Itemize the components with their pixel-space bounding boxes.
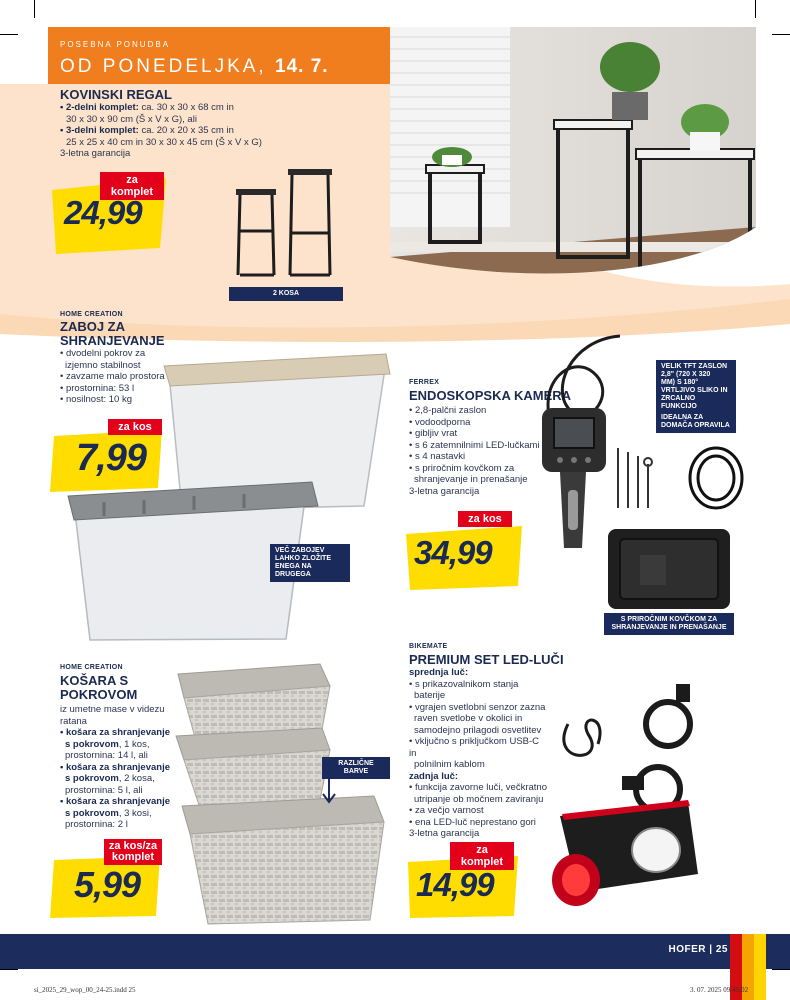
lights-title: PREMIUM SET LED-LUČI — [409, 652, 564, 667]
household-tag: IDEALNA ZA DOMAČA OPRAVILA — [656, 411, 736, 433]
lights-price: 14,99 — [416, 866, 494, 903]
shelf-price-badge: za komplet — [100, 172, 164, 200]
shelf-price: 24,99 — [64, 194, 142, 231]
colors-tag: RAZLIČNE BARVE — [322, 757, 390, 779]
metal-shelf-image — [228, 163, 340, 287]
carrying-case-image — [604, 525, 734, 613]
camera-accessories-image — [608, 438, 748, 522]
box-price-badge: za kos — [108, 419, 162, 435]
room-photo — [390, 27, 756, 300]
box-price: 7,99 — [76, 437, 146, 479]
camera-title: ENDOSKOPSKA KAMERA — [409, 388, 572, 403]
promo-banner — [48, 27, 390, 84]
file-slug: si_2025_29_wop_00_24-25.indd 25 — [34, 986, 136, 994]
lights-brand: BIKEMATE — [409, 643, 448, 650]
crop-mark — [0, 969, 18, 970]
crop-mark — [772, 969, 790, 970]
led-lights-image — [548, 684, 758, 918]
crop-mark — [772, 34, 790, 35]
colors-arrow-icon — [322, 770, 336, 804]
basket-brand: HOME CREATION — [60, 664, 123, 671]
storage-box-image — [64, 344, 394, 644]
basket-title: KOŠARA S POKROVOM — [60, 673, 138, 702]
box-description: • dvodelni pokrov za izjemno stabilnost • zavzame malo prostora • prostornina: 53 l • nosilnost: 10 kg — [60, 348, 165, 405]
box-stacking-tag: VEČ ZABOJEV LAHKO ZLOŽITE ENEGA NA DRUGEGA — [270, 544, 350, 582]
basket-description: iz umetne mase v videzu ratana • košara za shranjevanje s pokrovom, 1 kos, prostornina: 14 l, ali • košara za shranjevanje s pokrovom, 2 kosa, prostornina: 5 l, ali • košara za shranjevanje s pokrovom, 3 kosi, prostornina: 2 l — [60, 704, 170, 830]
camera-brand: FERREX — [409, 379, 440, 386]
shelf-description: • 2-delni komplet: ca. 30 x 30 x 68 cm in 30 x 30 x 90 cm (Š x V x G), ali • 3-delni komplet: ca. 20 x 20 x 35 cm in 25 x 25 x 40 cm in 30 x 30 x 45 cm (Š x V x G) 3-letna garancija — [60, 102, 262, 159]
camera-description: • 2,8-palčni zaslon • vodoodporna • gibljiv vrat • s 6 zatemnilnimi LED-lučkami • s 4 nastavki • s priročnim kovčkom za shranjevanje in prenašanje 3-letna garancija — [409, 405, 540, 497]
crop-mark — [34, 0, 35, 18]
page-number: HOFER | 25 — [668, 944, 728, 955]
lights-description: sprednja luč: • s prikazovalnikom stanja baterije • vgrajen svetlobni senzor zazna raven svetlobe v okolici in samodejno prilagodi osvetlitev • vključno s priključkom USB-C in polnilnim kablom zadnja luč: • funkcija zavorne luči, večkratno utripanje ob močnem zaviranju • za večjo varnost • ena LED-luč neprestano gori 3-letna garancija — [409, 667, 547, 839]
promo-date-line: OD PONEDELJKA, 14. 7. — [60, 56, 329, 77]
shelf-pieces-tag: 2 KOSA — [229, 287, 343, 301]
basket-price: 5,99 — [74, 864, 141, 905]
camera-price-badge: za kos — [458, 511, 512, 527]
rattan-basket-image — [170, 650, 392, 926]
promo-label: POSEBNA PONUDBA — [60, 40, 171, 49]
crop-mark — [0, 34, 18, 35]
lights-price-badge: za komplet — [450, 842, 514, 870]
promo-date: 14. 7. — [275, 56, 329, 77]
case-tag: S PRIROČNIM KOVČKOM ZA SHRANJEVANJE IN PRENAŠANJE — [604, 613, 734, 635]
file-date: 3. 07. 2025 09:45:02 — [690, 986, 749, 994]
shelf-title: KOVINSKI REGAL — [60, 87, 172, 102]
box-title: ZABOJ ZA SHRANJEVANJE — [60, 319, 165, 348]
box-brand: HOME CREATION — [60, 311, 123, 318]
screen-feature-tag: VELIK TFT ZASLON 2,8" (720 X 320 MM) S 180° VRTLJIVO SLIKO IN ZRCALNO FUNKCIJO — [656, 360, 736, 414]
camera-price: 34,99 — [414, 534, 492, 571]
crop-mark — [755, 0, 756, 18]
basket-price-badge: za kos/za komplet — [104, 839, 162, 865]
